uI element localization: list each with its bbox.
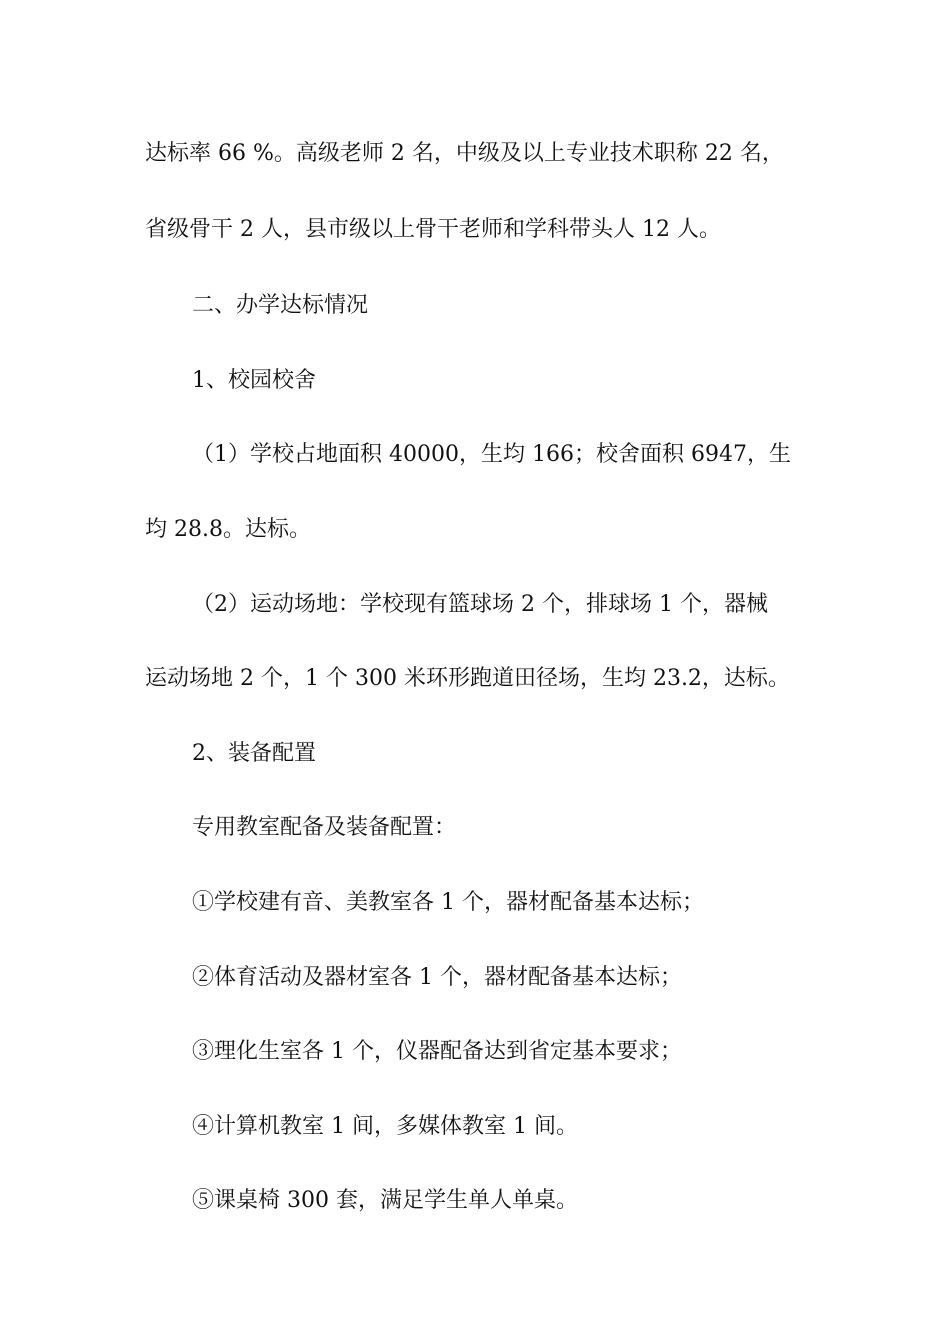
subsection-heading: 1、校园校舍 [192,368,316,393]
paragraph-line: 达标率 66 %。高级老师 2 名，中级及以上专业技术职称 22 名， [145,141,784,166]
subsection-heading: 2、装备配置 [192,741,316,766]
paragraph-line: （1）学校占地面积 40000，生均 166；校舍面积 6947，生 [192,442,791,467]
list-item: ②体育活动及器材室各 1 个，器材配备基本达标； [192,965,682,990]
list-item: ④计算机教室 1 间，多媒体教室 1 间。 [192,1114,578,1139]
list-item: ③理化生室各 1 个，仪器配备达到省定基本要求； [192,1039,682,1064]
paragraph-line: 运动场地 2 个，1 个 300 米环形跑道田径场，生均 23.2，达标。 [145,666,790,691]
list-item: ⑤课桌椅 300 套，满足学生单人单桌。 [192,1188,578,1213]
list-item: ①学校建有音、美教室各 1 个，器材配备基本达标； [192,890,704,915]
paragraph-line: 省级骨干 2 人，县市级以上骨干老师和学科带头人 12 人。 [145,217,721,242]
paragraph-line: （2）运动场地：学校现有篮球场 2 个，排球场 1 个，器械 [192,592,768,617]
section-heading: 二、办学达标情况 [192,293,369,318]
paragraph-line: 专用教室配备及装备配置： [192,815,457,840]
paragraph-line: 均 28.8。达标。 [145,517,311,542]
